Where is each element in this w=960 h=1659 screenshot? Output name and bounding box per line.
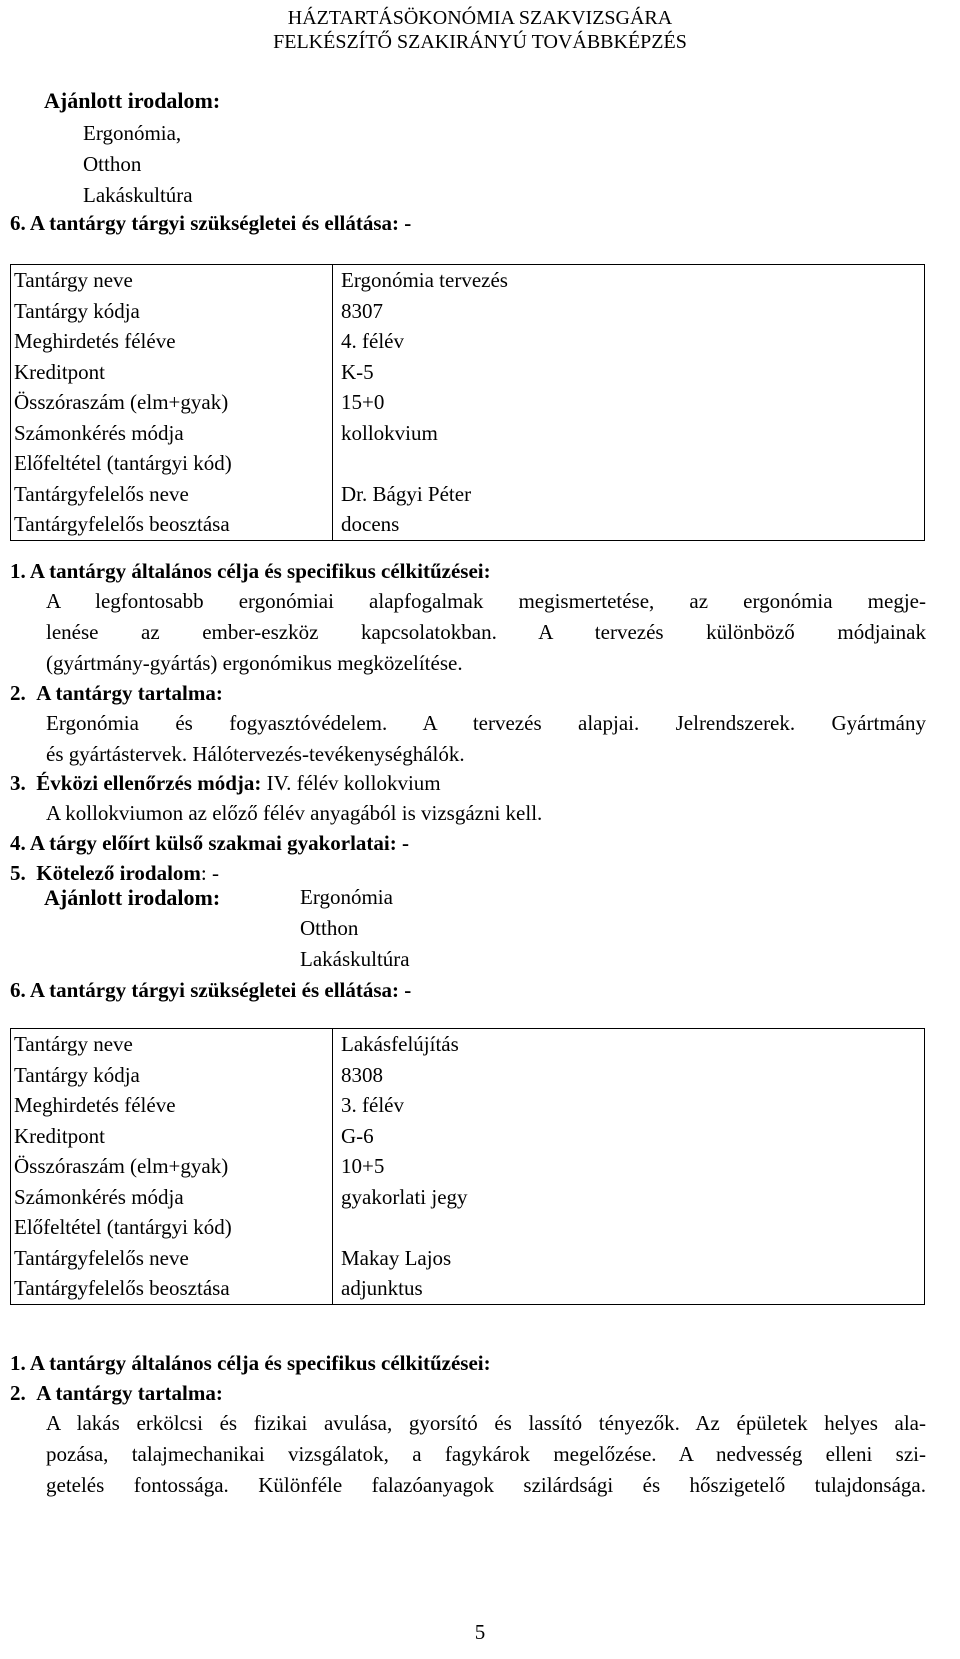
- goal-line: A legfontosabb ergonómiai alapfogalmak megismertetése, az ergonómia megje-: [46, 589, 926, 613]
- row-value: 8308: [333, 1060, 925, 1091]
- mandatory-number: 5.: [10, 861, 26, 885]
- exam-note: A kollokviumon az előző félév anyagából is vizsgázni kell.: [46, 801, 543, 825]
- table-row: [11, 1151, 925, 1182]
- row-value: docens: [333, 509, 925, 540]
- exam-value: IV. félév kollokvium: [266, 771, 441, 795]
- exam-heading: [10, 768, 441, 798]
- needs-heading: 6. A tantárgy tárgyi szükségletei és ellátása: -: [10, 211, 412, 235]
- content-heading: [10, 1378, 223, 1408]
- goal-paragraph: [46, 586, 926, 679]
- row-value: [333, 1212, 925, 1243]
- content-heading-text: A tantárgy tartalma:: [36, 681, 223, 705]
- exam-heading-text: Évközi ellenőrzés módja:: [36, 771, 262, 795]
- table-row: [11, 1243, 925, 1274]
- table-row: [11, 1090, 925, 1121]
- table-row: [11, 296, 925, 327]
- goal-line: (gyártmány-gyártás) ergonómikus megközelítése.: [46, 651, 463, 675]
- exam-heading-number: 3.: [10, 771, 26, 795]
- recommended-literature-heading: Ajánlott irodalom:: [44, 88, 221, 113]
- table-row: [11, 1212, 925, 1243]
- table-row: [11, 326, 925, 357]
- row-key: Tantárgyfelelős neve: [14, 1245, 189, 1270]
- row-value: adjunktus: [333, 1273, 925, 1304]
- literature-item: Otthon: [83, 152, 142, 176]
- goal-line: lenése az ember-eszköz kapcsolatokban. A tervezés különböző módjainak: [46, 620, 926, 644]
- table-row: [11, 1029, 925, 1060]
- row-key: Kreditpont: [14, 1123, 105, 1148]
- table-row: [11, 1121, 925, 1152]
- subject-table-lakasfelujitas: [10, 1028, 925, 1305]
- recommended-literature-list: [83, 118, 193, 211]
- table-row: [11, 418, 925, 449]
- goal-heading: 1. A tantárgy általános célja és specifikus célkitűzései:: [10, 1351, 491, 1375]
- table-row: [11, 1273, 925, 1304]
- literature-item: Ergonómia,: [83, 121, 182, 145]
- row-value: K-5: [333, 357, 925, 388]
- goal-heading: 1. A tantárgy általános célja és specifikus célkitűzései:: [10, 559, 491, 583]
- table-row: [11, 1182, 925, 1213]
- row-value: 4. félév: [333, 326, 925, 357]
- literature-item: Lakáskultúra: [83, 183, 193, 207]
- row-value: Ergonómia tervezés: [333, 265, 925, 296]
- row-key: Kreditpont: [14, 359, 105, 384]
- content-paragraph: [46, 1408, 926, 1501]
- content-heading-number: 2.: [10, 1381, 26, 1405]
- content-line: getelés fontossága. Különféle falazóanyagok szilárdsági és hőszigetelő tulajdonsága.: [46, 1473, 926, 1497]
- table-row: [11, 265, 925, 296]
- row-key: Számonkérés módja: [14, 420, 184, 445]
- practice-heading: 4. A tárgy előírt külső szakmai gyakorlatai: -: [10, 831, 409, 855]
- literature-item: Lakáskultúra: [300, 947, 410, 971]
- table-row: [11, 509, 925, 540]
- row-value: Makay Lajos: [333, 1243, 925, 1274]
- content-paragraph: [46, 708, 926, 770]
- row-key: Számonkérés módja: [14, 1184, 184, 1209]
- row-key: Meghirdetés féléve: [14, 1093, 176, 1118]
- row-value: kollokvium: [333, 418, 925, 449]
- row-key: Tantárgy kódja: [14, 1062, 140, 1087]
- header-line-1: HÁZTARTÁSÖKONÓMIA SZAKVIZSGÁRA: [287, 7, 673, 29]
- row-value: 8307: [333, 296, 925, 327]
- row-key: Tantárgyfelelős neve: [14, 481, 189, 506]
- row-key: Összóraszám (elm+gyak): [14, 1154, 229, 1179]
- row-value: 10+5: [333, 1151, 925, 1182]
- mandatory-heading: Kötelező irodalom: [36, 861, 201, 885]
- row-value: Lakásfelújítás: [333, 1029, 925, 1060]
- content-line: pozása, talajmechanikai vizsgálatok, a fagykárok megelőzése. A nedvesség elleni szi-: [46, 1442, 926, 1466]
- row-value: G-6: [333, 1121, 925, 1152]
- row-value: [333, 448, 925, 479]
- row-key: Tantárgy neve: [14, 268, 133, 293]
- row-key: Tantárgy neve: [14, 1032, 133, 1057]
- content-heading: [10, 678, 223, 708]
- row-key: Tantárgyfelelős beosztása: [14, 1276, 230, 1301]
- row-value: gyakorlati jegy: [333, 1182, 925, 1213]
- mandatory-value: : -: [200, 861, 219, 885]
- row-value: Dr. Bágyi Péter: [333, 479, 925, 510]
- row-key: Meghirdetés féléve: [14, 329, 176, 354]
- content-heading-text: A tantárgy tartalma:: [36, 1381, 223, 1405]
- literature-item: Otthon: [300, 916, 359, 940]
- content-line: Ergonómia és fogyasztóvédelem. A tervezés alapjai. Jelrendszerek. Gyártmány: [46, 711, 926, 735]
- header-line-2: FELKÉSZÍTŐ SZAKIRÁNYÚ TOVÁBBKÉPZÉS: [273, 31, 687, 53]
- content-line: és gyártástervek. Hálótervezés-tevékenységhálók.: [46, 742, 465, 766]
- row-value: 3. félév: [333, 1090, 925, 1121]
- content-line: A lakás erkölcsi és fizikai avulása, gyorsító és lassító tényezők. Az épületek helyes ala-: [46, 1411, 926, 1435]
- literature-item: Ergonómia: [300, 885, 393, 909]
- needs-heading: 6. A tantárgy tárgyi szükségletei és ellátása: -: [10, 978, 412, 1002]
- recommended-literature-heading: Ajánlott irodalom:: [44, 885, 221, 910]
- row-key: Összóraszám (elm+gyak): [14, 390, 229, 415]
- row-value: 15+0: [333, 387, 925, 418]
- table-row: [11, 1060, 925, 1091]
- content-heading-number: 2.: [10, 681, 26, 705]
- subject-table-ergonomia: [10, 264, 925, 541]
- table-row: [11, 448, 925, 479]
- row-key: Tantárgyfelelős beosztása: [14, 512, 230, 537]
- table-row: [11, 479, 925, 510]
- row-key: Tantárgy kódja: [14, 298, 140, 323]
- page-number: 5: [474, 1620, 486, 1644]
- row-key: Előfeltétel (tantárgyi kód): [14, 1215, 232, 1240]
- table-row: [11, 387, 925, 418]
- table-row: [11, 357, 925, 388]
- page-header: [210, 6, 750, 54]
- recommended-literature-list: [300, 882, 410, 975]
- row-key: Előfeltétel (tantárgyi kód): [14, 451, 232, 476]
